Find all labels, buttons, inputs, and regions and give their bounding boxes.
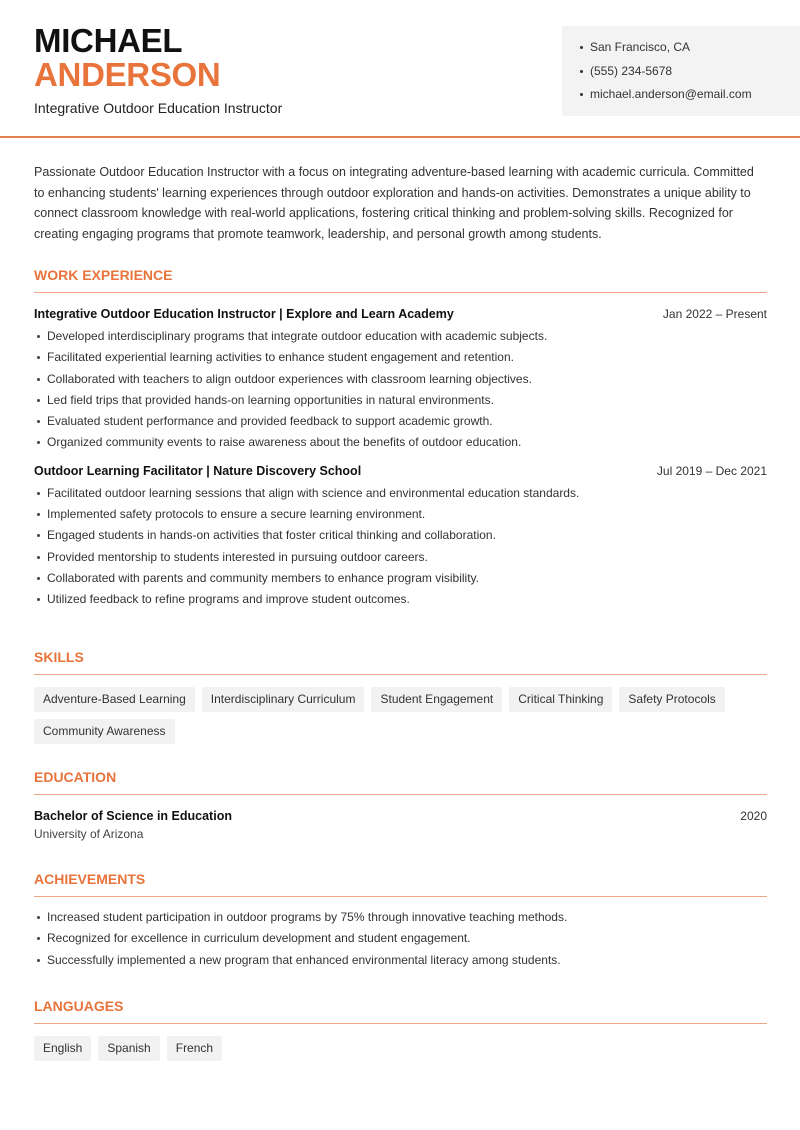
contact-location: San Francisco, CA — [580, 39, 800, 63]
bullet: Facilitated experiential learning activities to enhance student engagement and retention. — [34, 347, 767, 368]
achievement-item: Successfully implemented a new program that enhanced environmental literacy among students. — [34, 950, 767, 971]
skills-section — [34, 649, 767, 744]
job-dates: Jan 2022 – Present — [662, 307, 767, 321]
language-tags — [34, 1036, 767, 1061]
bullet: Developed interdisciplinary programs that integrate outdoor education with academic subjects. — [34, 326, 767, 347]
job-title-headline: Integrative Outdoor Education Instructor — [34, 100, 283, 116]
contact-email[interactable]: michael.anderson@email.com — [580, 86, 800, 110]
education-section — [34, 769, 767, 841]
first-name: MICHAEL — [34, 22, 183, 59]
bullet: Engaged students in hands-on activities that foster critical thinking and collaboration. — [34, 525, 767, 546]
bullet: Organized community events to raise awareness about the benefits of outdoor education. — [34, 432, 767, 453]
section-title: LANGUAGES — [34, 998, 767, 1024]
skill-tag: Student Engagement — [371, 687, 502, 712]
graduation-year: 2020 — [740, 809, 767, 823]
job-title: Outdoor Learning Facilitator | Nature Discovery School — [34, 463, 362, 478]
skill-tag: Critical Thinking — [509, 687, 612, 712]
skills-tags — [34, 687, 767, 744]
section-title: ACHIEVEMENTS — [34, 871, 767, 897]
bullet: Utilized feedback to refine programs and improve student outcomes. — [34, 589, 767, 610]
languages-section — [34, 998, 767, 1061]
resume-body — [34, 138, 767, 1055]
section-title: WORK EXPERIENCE — [34, 267, 767, 293]
section-title: EDUCATION — [34, 769, 767, 795]
achievements-section — [34, 871, 767, 971]
degree: Bachelor of Science in Education — [34, 809, 232, 823]
bullet: Implemented safety protocols to ensure a secure learning environment. — [34, 504, 767, 525]
job-entry — [34, 307, 767, 454]
candidate-name — [34, 24, 220, 92]
achievement-item: Increased student participation in outdoor programs by 75% through innovative teaching methods. — [34, 907, 767, 928]
bullet: Provided mentorship to students interested in pursuing outdoor careers. — [34, 547, 767, 568]
job-dates: Jul 2019 – Dec 2021 — [656, 463, 767, 478]
school: University of Arizona — [34, 827, 144, 841]
work-experience-section — [34, 267, 767, 611]
bullet: Facilitated outdoor learning sessions that align with science and environmental education standards. — [34, 483, 767, 504]
skill-tag: Community Awareness — [34, 719, 175, 744]
skill-tag: Adventure-Based Learning — [34, 687, 195, 712]
language-tag: English — [34, 1036, 91, 1061]
bullet: Led field trips that provided hands-on learning opportunities in natural environments. — [34, 390, 767, 411]
section-title: SKILLS — [34, 649, 767, 675]
achievement-item: Recognized for excellence in curriculum development and student engagement. — [34, 928, 767, 949]
summary: Passionate Outdoor Education Instructor with a focus on integrating adventure-based learning with academic curricula. Committed to enhancing students' learning experiences through outdoor exploration and hands-on activities. Demonstrates a unique ability to connect classroom knowledge with real-world applications, fostering critical thinking and problem-solving skills. Recognized for creating engaging programs that promote teamwork, leadership, and personal growth among students. — [34, 165, 754, 241]
language-tag: Spanish — [98, 1036, 159, 1061]
language-tag: French — [167, 1036, 222, 1061]
bullet: Collaborated with parents and community members to enhance program visibility. — [34, 568, 767, 589]
last-name: ANDERSON — [34, 56, 221, 93]
skill-tag: Safety Protocols — [619, 687, 724, 712]
bullet: Collaborated with teachers to align outdoor experiences with classroom learning objectives. — [34, 369, 767, 390]
resume-header — [0, 0, 800, 138]
contact-box — [562, 26, 800, 116]
skill-tag: Interdisciplinary Curriculum — [202, 687, 365, 712]
bullet: Evaluated student performance and provided feedback to support academic growth. — [34, 411, 767, 432]
contact-phone: (555) 234-5678 — [580, 63, 800, 87]
job-title: Integrative Outdoor Education Instructor | Explore and Learn Academy — [34, 307, 454, 321]
job-entry — [34, 464, 767, 611]
